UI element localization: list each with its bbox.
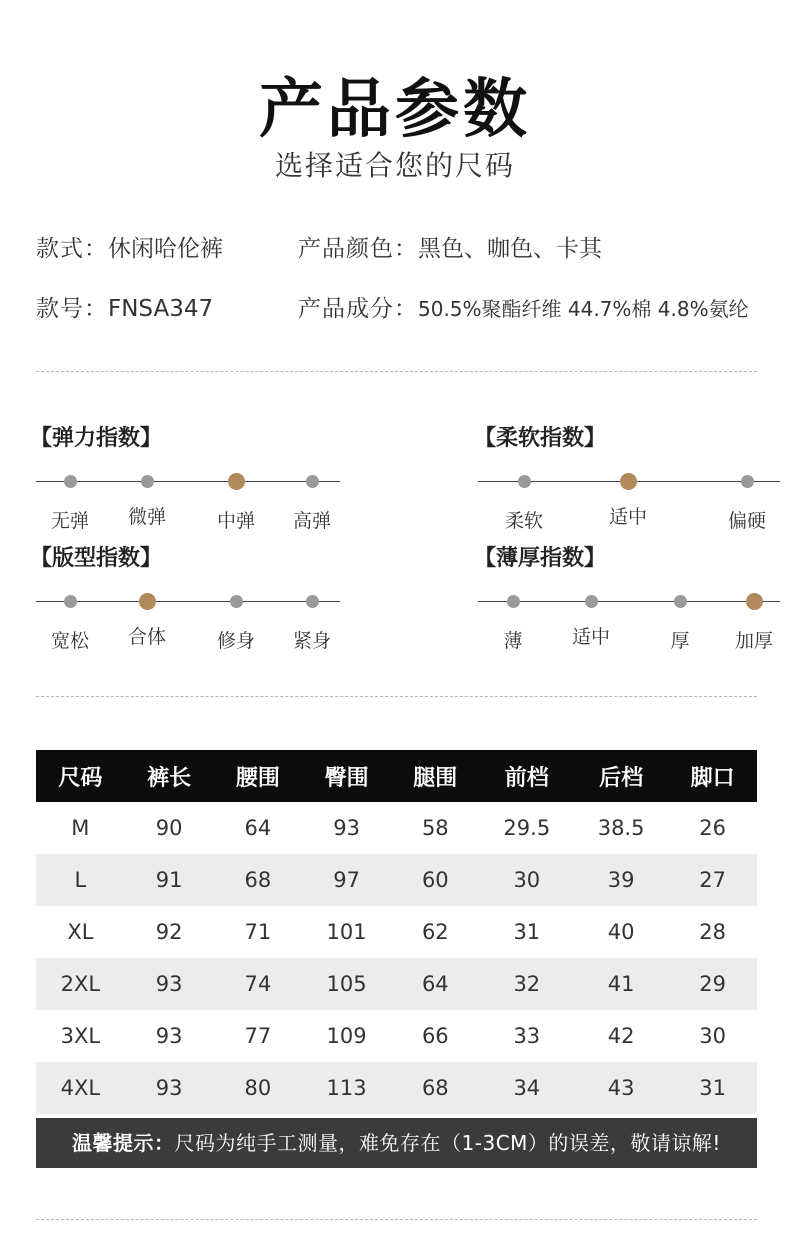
table-cell: 30: [480, 854, 574, 906]
table-cell: 77: [244, 1024, 272, 1048]
scale-dot: [230, 595, 243, 608]
material-value: 50.5%聚酯纤维 44.7%棉 4.8%氨纶: [418, 297, 749, 321]
table-cell: 29: [668, 958, 757, 1010]
table-cell: 40: [607, 920, 635, 944]
table-cell: 105: [302, 958, 391, 1010]
table-cell: 43: [574, 1062, 668, 1114]
scale-dot-selected: [746, 593, 763, 610]
thickness-title: 【薄厚指数】: [474, 546, 607, 571]
table-cell: 34: [480, 1062, 574, 1114]
column-header: 裤长: [125, 750, 214, 802]
table-cell: 30: [699, 1024, 726, 1048]
column-header: 腿围: [391, 750, 480, 802]
table-cell: 26: [699, 816, 726, 840]
table-row: [36, 906, 757, 958]
style-info: [36, 232, 223, 266]
model-label: 款号：: [36, 296, 108, 322]
table-row: [36, 854, 757, 906]
size-table: [36, 750, 757, 1114]
table-cell: 71: [244, 920, 272, 944]
scale-dot: [64, 595, 77, 608]
table-cell: 113: [302, 1062, 391, 1114]
table-cell: 3XL: [60, 1024, 101, 1048]
table-cell: 91: [125, 854, 214, 906]
material-info: [298, 292, 749, 326]
table-cell: 31: [513, 920, 541, 944]
table-cell: 2XL: [36, 958, 125, 1010]
table-cell: 4XL: [36, 1062, 125, 1114]
table-row: [36, 1062, 757, 1114]
model-info: [36, 292, 213, 326]
column-header: 后档: [574, 750, 668, 802]
table-cell: 42: [607, 1024, 635, 1048]
color-label: 产品颜色：: [298, 236, 418, 262]
divider: [36, 371, 757, 372]
table-cell: 32: [480, 958, 574, 1010]
table-cell: 41: [574, 958, 668, 1010]
table-cell: 97: [302, 854, 391, 906]
fit-scale: 宽松 合体 修身 紧身: [36, 590, 340, 650]
table-cell: 60: [391, 854, 480, 906]
table-cell: XL: [67, 920, 94, 944]
table-cell: 109: [326, 1024, 367, 1048]
elasticity-title: 【弹力指数】: [30, 426, 163, 451]
table-cell: 90: [155, 816, 183, 840]
table-cell: 58: [421, 816, 449, 840]
scale-dot-selected: [139, 593, 156, 610]
table-cell: 93: [125, 958, 214, 1010]
table-cell: 33: [513, 1024, 541, 1048]
table-cell: 93: [155, 1024, 183, 1048]
scale-dot: [507, 595, 520, 608]
column-header: 腰围: [213, 750, 302, 802]
table-cell: 80: [213, 1062, 302, 1114]
softness-scale: 柔软 适中 偏硬: [478, 470, 780, 530]
table-cell: 39: [574, 854, 668, 906]
table-cell: 38.5: [597, 816, 645, 840]
table-row: [36, 1010, 757, 1062]
table-cell: 62: [421, 920, 449, 944]
divider: [36, 696, 757, 697]
page-subtitle: 选择适合您的尺码: [274, 149, 515, 182]
table-cell: 68: [213, 854, 302, 906]
table-cell: 66: [421, 1024, 449, 1048]
elasticity-scale: 无弹 微弹 中弹 高弹: [36, 470, 340, 530]
scale-dot: [141, 475, 154, 488]
scale-dot: [306, 475, 319, 488]
scale-dot: [585, 595, 598, 608]
column-header: 前档: [480, 750, 574, 802]
table-cell: 93: [333, 816, 360, 840]
table-row: [36, 958, 757, 1010]
table-cell: 29.5: [503, 816, 551, 840]
table-cell: 101: [326, 920, 367, 944]
scale-dot: [741, 475, 754, 488]
table-cell: 93: [125, 1062, 214, 1114]
table-cell: 64: [244, 816, 272, 840]
thickness-scale: 薄 适中 厚 加厚: [478, 590, 780, 650]
scale-dot-selected: [228, 473, 245, 490]
table-cell: 68: [391, 1062, 480, 1114]
size-table-header: [36, 750, 757, 802]
page-title: 产品参数: [259, 73, 531, 147]
tip-label: 温馨提示：: [72, 1131, 175, 1155]
table-cell: M: [71, 816, 90, 840]
material-label: 产品成分：: [298, 296, 418, 322]
fit-title: 【版型指数】: [30, 546, 163, 571]
color-info: [298, 232, 602, 266]
tip-text: 尺码为纯手工测量，难免存在（1-3CM）的误差，敬请谅解!: [174, 1131, 721, 1155]
table-cell: 74: [213, 958, 302, 1010]
scale-dot: [674, 595, 687, 608]
column-header: 臀围: [302, 750, 391, 802]
style-value: 休闲哈伦裤: [108, 236, 223, 262]
scale-dot: [518, 475, 531, 488]
softness-title: 【柔软指数】: [474, 426, 607, 451]
color-value: 黑色、咖色、卡其: [418, 236, 602, 262]
scale-dot: [306, 595, 319, 608]
table-cell: 64: [391, 958, 480, 1010]
table-cell: L: [36, 854, 125, 906]
measurement-tip: [36, 1118, 757, 1168]
column-header: 尺码: [36, 750, 125, 802]
model-value: FNSA347: [108, 296, 214, 322]
table-cell: 92: [155, 920, 183, 944]
scale-dot-selected: [620, 473, 637, 490]
table-cell: 27: [668, 854, 757, 906]
table-row: [36, 802, 757, 854]
scale-dot: [64, 475, 77, 488]
style-label: 款式：: [36, 236, 108, 262]
divider: [36, 1219, 757, 1220]
column-header: 脚口: [668, 750, 757, 802]
table-cell: 31: [668, 1062, 757, 1114]
table-cell: 28: [699, 920, 726, 944]
